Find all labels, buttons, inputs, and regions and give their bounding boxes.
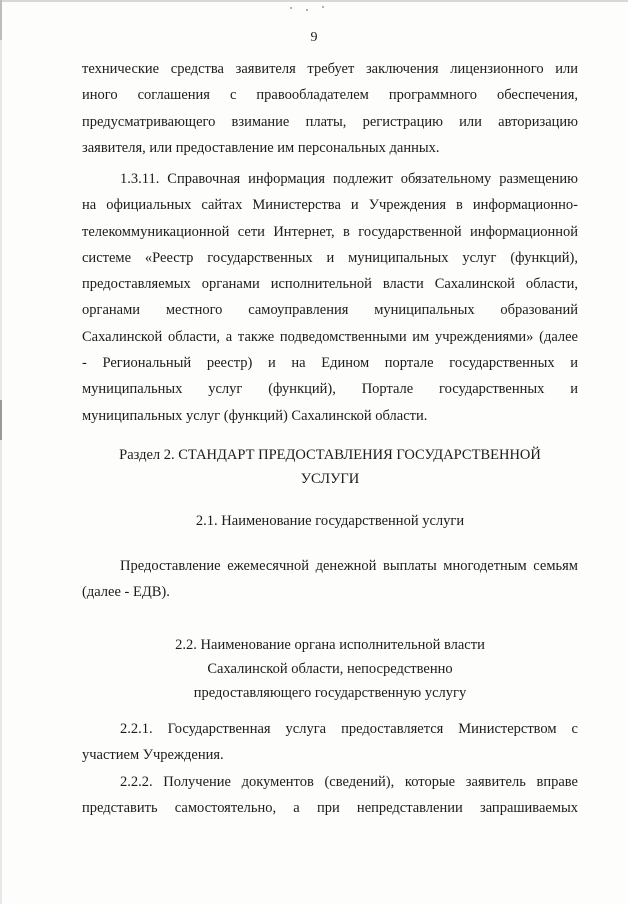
text-line: муниципальных услуг (функций) Сахалинской области. — [82, 407, 428, 424]
subsection-title-line: Сахалинской области, непосредственно — [207, 661, 453, 677]
page-number: 9 — [310, 30, 318, 45]
text-line: Предоставление ежемесячной денежной выплаты многодетным семьям — [120, 558, 578, 574]
section-title-line: Раздел 2. СТАНДАРТ ПРЕДОСТАВЛЕНИЯ ГОСУДАРСТВЕННОЙ — [119, 447, 541, 463]
text-line: органами местного самоуправления муниципальных образований — [82, 302, 578, 319]
scan-speck — [306, 9, 308, 11]
text-line: представить самостоятельно, а при непредставлении запрашиваемых — [82, 799, 578, 816]
subsection-title-line: 2.2. Наименование органа исполнительной власти — [175, 637, 485, 653]
paragraph-1-3-11 — [82, 166, 578, 429]
text-line: системе «Реестр государственных и муниципальных услуг (функций), — [82, 249, 578, 266]
subsection-title-line: предоставляющего государственную услугу — [193, 685, 467, 701]
paragraph-2-2-1 — [82, 716, 578, 821]
text-line: на официальных сайтах Министерства и Учреждения в информационно- — [82, 197, 578, 214]
text-line: муниципальных услуг (функций), Портале государственных и — [82, 381, 578, 398]
text-line: иного соглашения с правообладателем программного обеспечения, — [82, 87, 578, 104]
text-line: 2.2.1. Государственная услуга предоставляется Министерством с — [120, 721, 578, 737]
section-title — [82, 443, 578, 491]
text-line: предусматривающего взимание платы, регистрацию или авторизацию — [82, 113, 578, 130]
paragraph-licensing — [82, 56, 578, 161]
scan-edge-top — [0, 0, 628, 2]
section-title-line: УСЛУГИ — [300, 471, 360, 487]
scan-speck — [290, 7, 292, 9]
text-line: технические средства заявителя требует заключения лицензионного или — [82, 61, 578, 77]
subsection-title-2-1: 2.1. Наименование государственной услуги — [195, 513, 465, 529]
text-line: заявителя, или предоставление им персональных данных. — [82, 139, 440, 156]
scan-edge-left — [0, 0, 2, 904]
text-line: 1.3.11. Справочная информация подлежит обязательному размещению — [120, 171, 578, 187]
text-line: участием Учреждения. — [82, 747, 224, 764]
text-line: Сахалинской области, а также подведомственными им учреждениями» (далее — [82, 328, 578, 345]
subsection-title-2-2 — [82, 633, 578, 705]
paragraph-service-name — [82, 553, 578, 606]
text-line: телекоммуникационной сети Интернет, в государственной информационной — [82, 223, 578, 240]
text-line: 2.2.2. Получение документов (сведений), которые заявитель вправе — [120, 773, 578, 790]
text-line: (далее - ЕДВ). — [82, 584, 170, 601]
scan-speck — [322, 6, 324, 8]
text-line: - Региональный реестр) и на Едином портале государственных и — [82, 355, 578, 372]
scan-edge-mark — [0, 400, 2, 440]
text-line: предоставляемых органами исполнительной власти Сахалинской области, — [82, 276, 578, 293]
